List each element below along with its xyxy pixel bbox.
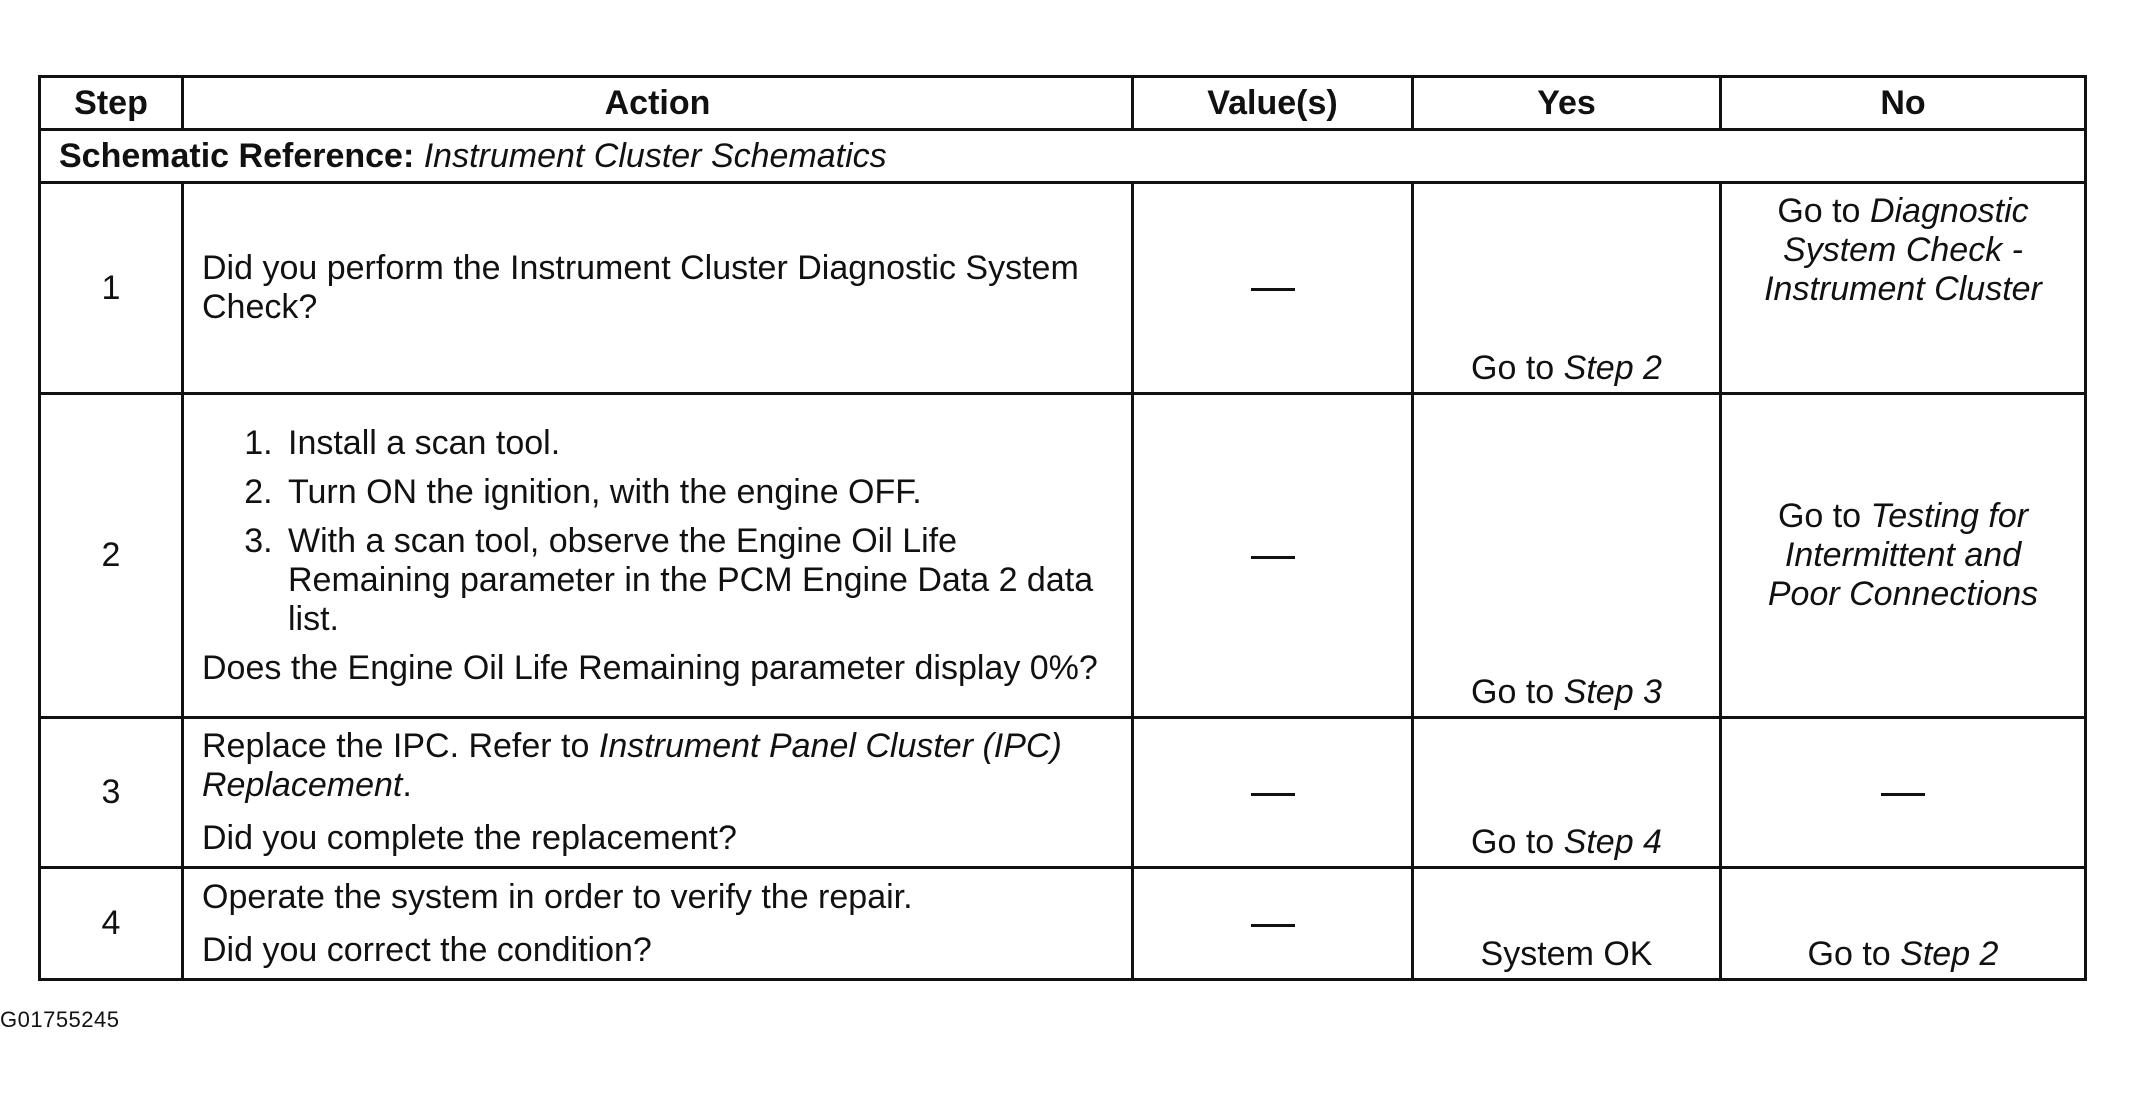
step-number: 2 bbox=[40, 394, 183, 717]
diagnostic-table bbox=[38, 75, 2087, 981]
action-cell bbox=[183, 868, 1133, 980]
schematic-reference-label: Schematic Reference: bbox=[59, 136, 415, 175]
value-dash bbox=[1251, 924, 1295, 927]
value-dash bbox=[1251, 556, 1295, 559]
header-row bbox=[40, 77, 2086, 130]
yes-prefix: Go to bbox=[1471, 349, 1555, 388]
value-cell bbox=[1133, 717, 1413, 868]
action-suffix: . bbox=[402, 766, 412, 805]
no-cell bbox=[1721, 183, 2086, 394]
no-reference-link[interactable]: Testing for Intermittent and Poor Connections bbox=[1767, 497, 2039, 614]
schematic-reference-row bbox=[40, 130, 2086, 183]
table-row bbox=[40, 717, 2086, 868]
no-step-link[interactable]: Step 2 bbox=[1900, 935, 1999, 973]
yes-step-link[interactable]: Step 2 bbox=[1563, 349, 1662, 388]
yes-cell bbox=[1413, 183, 1721, 394]
action-question: Does the Engine Oil Life Remaining parameter display 0%? bbox=[202, 648, 1098, 687]
yes-step-link[interactable]: Step 4 bbox=[1563, 823, 1662, 862]
list-item: 3. With a scan tool, observe the Engine Oil Life Remaining parameter in the PCM Engine Data 2 data list. bbox=[282, 522, 1113, 639]
no-cell bbox=[1721, 868, 2086, 980]
list-item: 1. Install a scan tool. bbox=[282, 424, 1113, 463]
action-reference-link[interactable]: Instrument Panel Cluster (IPC) Replacement bbox=[202, 727, 1062, 805]
step-number: 3 bbox=[40, 717, 183, 868]
step-number: 1 bbox=[40, 183, 183, 394]
no-prefix: Go to bbox=[1807, 935, 1891, 973]
action-text: Did you perform the Instrument Cluster Diagnostic System Check? bbox=[183, 183, 1133, 394]
action-text: Operate the system in order to verify the repair. bbox=[202, 877, 913, 916]
no-cell bbox=[1721, 717, 2086, 868]
value-cell bbox=[1133, 183, 1413, 394]
header-step: Step bbox=[40, 77, 183, 130]
yes-prefix: Go to bbox=[1471, 823, 1555, 862]
no-reference-link[interactable]: Diagnostic System Check - Instrument Cluster bbox=[1764, 192, 2042, 309]
yes-cell bbox=[1413, 394, 1721, 717]
value-dash bbox=[1251, 793, 1295, 796]
action-steps-list bbox=[202, 424, 1113, 639]
header-no: No bbox=[1721, 77, 2086, 130]
figure-id: G01755245 bbox=[0, 1007, 120, 1032]
action-cell bbox=[183, 717, 1133, 868]
table-row bbox=[40, 868, 2086, 980]
action-question: Did you correct the condition? bbox=[202, 930, 652, 969]
table-row bbox=[40, 394, 2086, 717]
action-prefix: Replace the IPC. Refer to bbox=[202, 727, 590, 766]
yes-cell bbox=[1413, 717, 1721, 868]
action-text bbox=[202, 727, 1113, 805]
no-prefix: Go to bbox=[1777, 497, 1862, 536]
action-cell bbox=[183, 394, 1133, 717]
header-values: Value(s) bbox=[1133, 77, 1413, 130]
step-number: 4 bbox=[40, 868, 183, 980]
schematic-reference-link[interactable]: Instrument Cluster Schematics bbox=[423, 136, 887, 175]
no-prefix: Go to bbox=[1777, 192, 1861, 231]
no-cell bbox=[1721, 394, 2086, 717]
yes-cell: System OK bbox=[1413, 868, 1721, 980]
no-dash bbox=[1881, 793, 1925, 796]
list-item: 2. Turn ON the ignition, with the engine OFF. bbox=[282, 473, 1113, 512]
schematic-reference bbox=[40, 130, 2086, 183]
action-question: Did you complete the replacement? bbox=[202, 819, 737, 858]
header-action: Action bbox=[183, 77, 1133, 130]
value-cell bbox=[1133, 868, 1413, 980]
value-cell bbox=[1133, 394, 1413, 717]
table-row bbox=[40, 183, 2086, 394]
value-dash bbox=[1251, 288, 1295, 291]
yes-step-link[interactable]: Step 3 bbox=[1563, 672, 1662, 711]
header-yes: Yes bbox=[1413, 77, 1721, 130]
yes-prefix: Go to bbox=[1471, 672, 1555, 711]
